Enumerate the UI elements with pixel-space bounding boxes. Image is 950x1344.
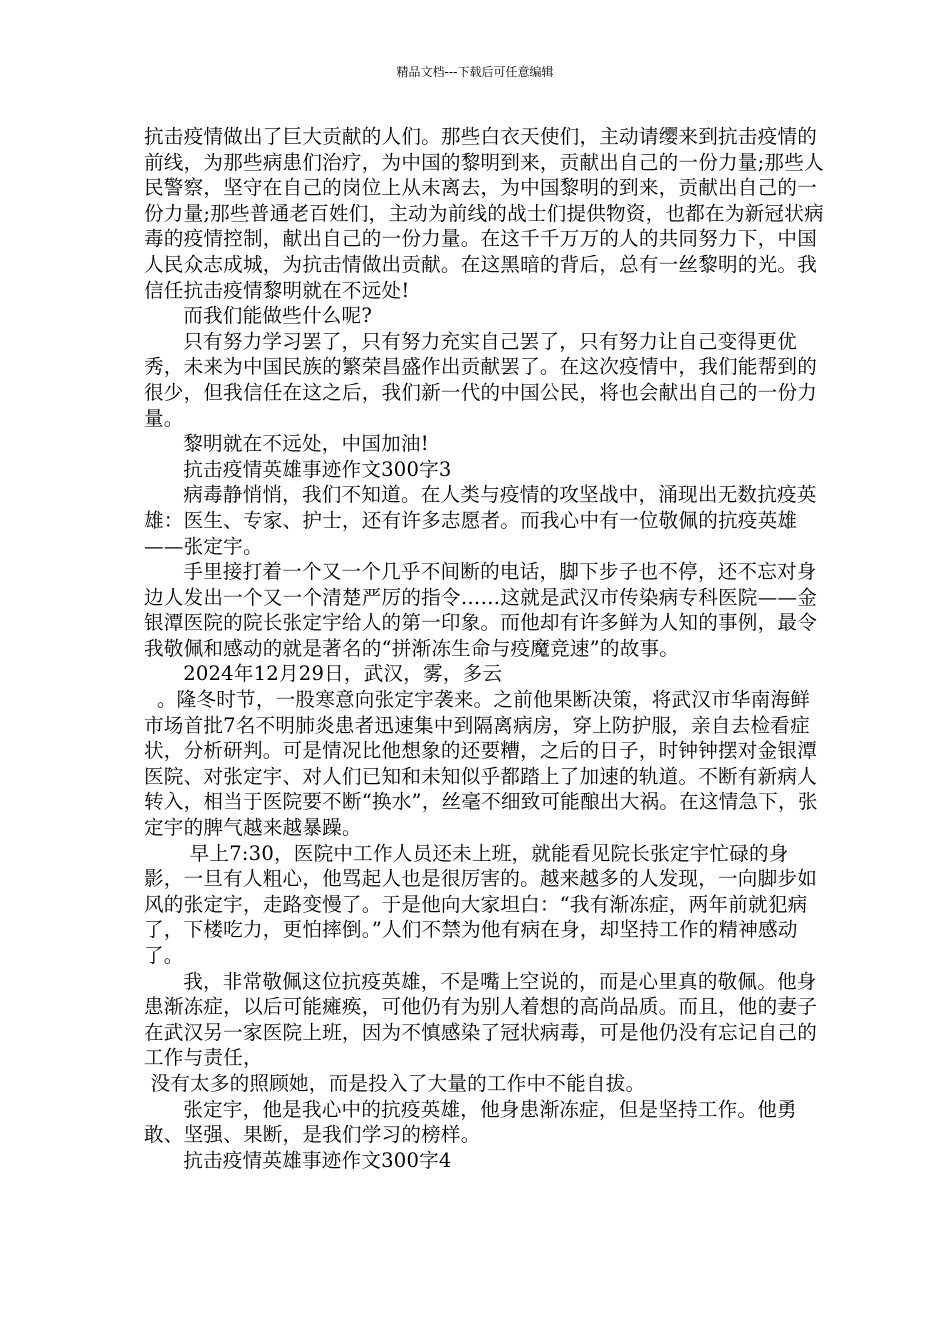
- paragraph: 而我们能做些什么呢?: [183, 304, 373, 328]
- paragraph: 我，非常敬佩这位抗疫英雄，不是嘴上空说的，而是心里真的敬佩。他身患渐冻症，以后可能瘫痪，可他仍有为别人着想的高尚品质。而且，他的妻子在武汉另一家医院上班，因为不慎感染了冠状病毒，可是他仍没有忘记自己的工作与责任，: [144, 969, 817, 1070]
- paragraph: 没有太多的照顾她，而是投入了大量的工作中不能自拔。: [144, 1071, 646, 1095]
- page-header: 精品文档---下载后可任意编辑: [396, 65, 554, 79]
- section-heading: 抗击疫情英雄事迹作文300字3: [183, 457, 452, 481]
- paragraph: 病毒静悄悄，我们不知道。在人类与疫情的攻坚战中，涌现出无数抗疫英雄：医生、专家、护士，还有许多志愿者。而我心中有一位敬佩的抗疫英雄——张定宇。: [144, 483, 817, 558]
- paragraph: 手里接打着一个又一个几乎不间断的电话，脚下步子也不停，还不忘对身边人发出一个又一个清楚严厉的指令……这就是武汉市传染病专科医院——金银潭医院的院长张定宇给人的第一印象。而他却有许多鲜为人知的事例，最令我敬佩和感动的就是著名的“拼渐冻生命与疫魔竞速”的故事。: [144, 560, 817, 660]
- section-heading: 抗击疫情英雄事迹作文300字4: [183, 1148, 452, 1172]
- document-body: [144, 124, 824, 1173]
- paragraph: 2024年12月29日，武汉，雾，多云: [183, 662, 503, 686]
- paragraph: 黎明就在不远处，中国加油!: [183, 432, 429, 456]
- paragraph: 抗击疫情做出了巨大贡献的人们。那些白衣天使们，主动请缨来到抗击疫情的前线，为那些病患们治疗，为中国的黎明到来，贡献出自己的一份力量;那些人民警察，坚守在自己的岗位上从未离去，为中国黎明的到来，贡献出自己的一份力量;那些普通老百姓们，主动为前线的战士们提供物资，也都在为新冠状病毒的疫情控制，献出自己的一份力量。在这千千万万的人的共同努力下，中国人民众志成城，为抗击情做出贡献。在这黑暗的背后，总有一丝黎明的光。我信任抗击疫情黎明就在不远处!: [144, 125, 824, 302]
- paragraph: 早上7:30，医院中工作人员还未上班，就能看见院长张定宇忙碌的身影，一旦有人粗心，他骂起人也是很厉害的。越来越多的人发现，一向脚步如风的张定宇，走路变慢了。于是他向大家坦白：“我有渐冻症，两年前就犯病了，下楼吃力，更怕摔倒。”人们不禁为他有病在身，却坚持工作的精神感动了。: [144, 841, 817, 967]
- paragraph: 。隆冬时节，一股寒意向张定宇袭来。之前他果断决策，将武汉市华南海鲜市场首批7名不明肺炎患者迅速集中到隔离病房，穿上防护服，亲自去检看症状，分析研判。可是情况比他想象的还要糟，之后的日子，时钟钟摆对金银潭医院、对张定宇、对人们已知和未知似乎都踏上了加速的轨道。不断有新病人转入，相当于医院要不断“换水”，丝毫不细致可能酿出大祸。在这情急下，张定宇的脾气越来越暴躁。: [144, 688, 818, 840]
- paragraph: 只有努力学习罢了，只有努力充实自己罢了，只有努力让自己变得更优秀，未来为中国民族的繁荣昌盛作出贡献罢了。在这次疫情中，我们能帮到的很少，但我信任在这之后，我们新一代的中国公民，将也会献出自己的一份力量。: [144, 329, 817, 430]
- paragraph: 张定宇，他是我心中的抗疫英雄，他身患渐冻症，但是坚持工作。他勇敢、坚强、果断，是我们学习的榜样。: [144, 1097, 797, 1147]
